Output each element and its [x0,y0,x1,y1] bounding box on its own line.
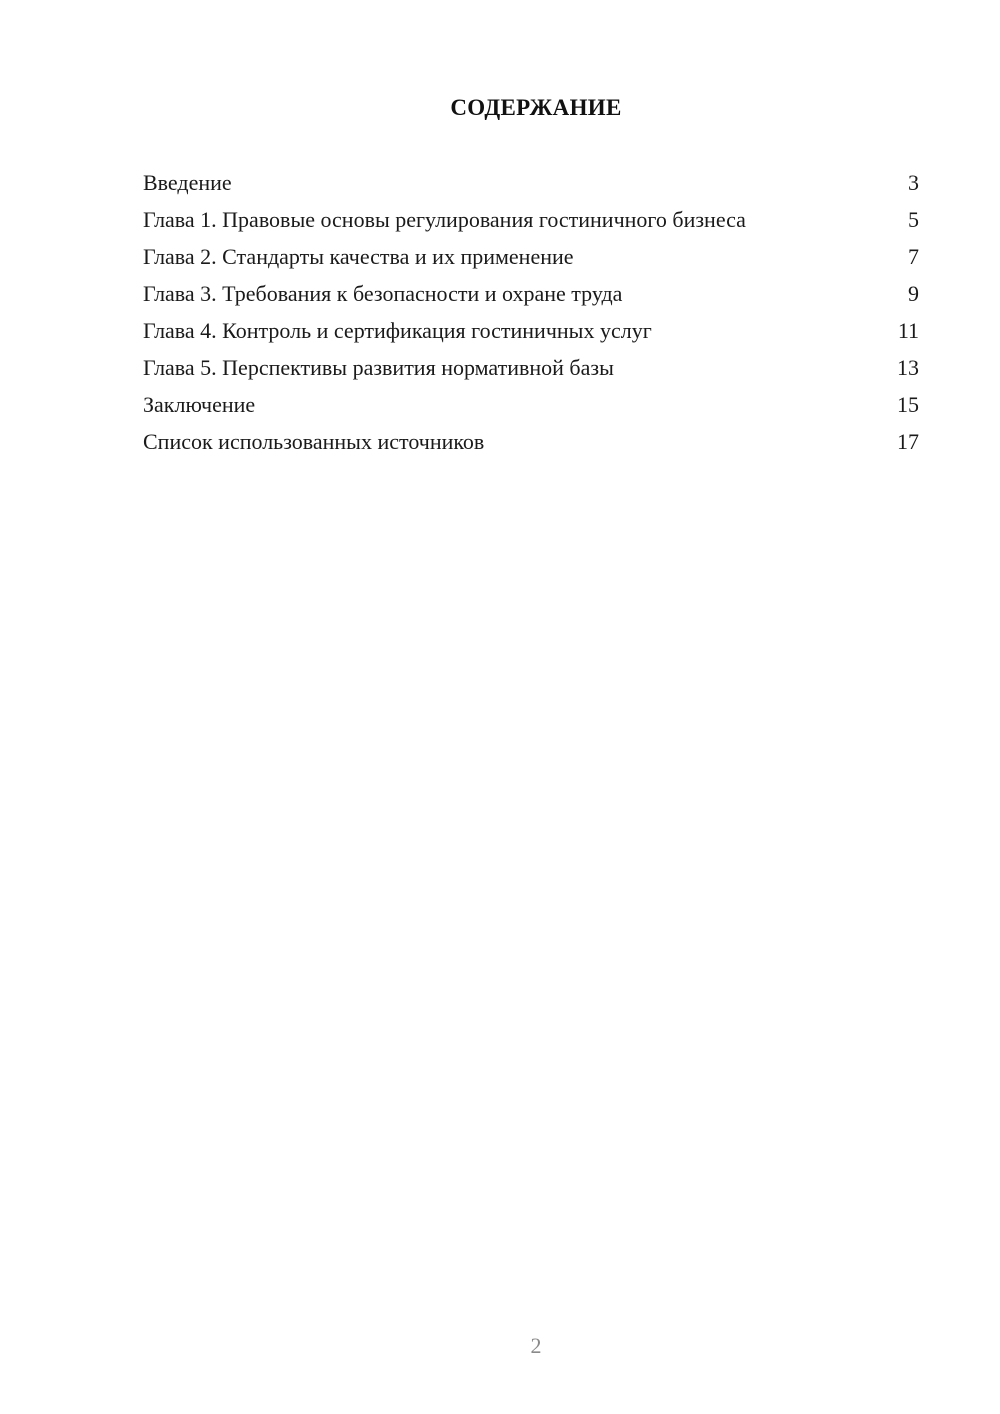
toc-entry-introduction[interactable] [143,170,919,196]
toc-entry-page: 9 [908,281,919,306]
toc-entry-references[interactable] [143,429,919,455]
toc-entry-conclusion[interactable] [143,392,919,418]
toc-entry-chapter-2[interactable] [143,244,919,270]
toc-entry-label: Глава 2. Стандарты качества и их применение [143,244,574,269]
toc-entry-label: Глава 4. Контроль и сертификация гостиничных услуг [143,318,652,343]
toc-entry-chapter-4[interactable] [143,318,919,344]
toc-entry-label: Глава 5. Перспективы развития нормативной базы [143,355,614,380]
toc-heading: СОДЕРЖАНИЕ [450,95,622,120]
toc-entry-chapter-1[interactable] [143,207,919,233]
toc-entry-label: Список использованных источников [143,429,485,454]
toc-entry-chapter-5[interactable] [143,355,919,381]
toc-entry-page: 3 [908,170,919,195]
toc-entry-label: Заключение [143,392,256,417]
toc-entry-chapter-3[interactable] [143,281,919,307]
table-of-contents [143,170,919,466]
toc-entry-label: Введение [143,170,232,195]
toc-entry-page: 17 [897,429,919,454]
page-number: 2 [530,1333,542,1358]
toc-entry-page: 15 [897,392,919,417]
toc-entry-label: Глава 1. Правовые основы регулирования гостиничного бизнеса [143,207,746,232]
toc-entry-page: 7 [908,244,919,269]
toc-entry-label: Глава 3. Требования к безопасности и охране труда [143,281,623,306]
toc-entry-page: 11 [897,318,919,343]
toc-entry-page: 13 [897,355,919,380]
toc-entry-page: 5 [908,207,919,232]
